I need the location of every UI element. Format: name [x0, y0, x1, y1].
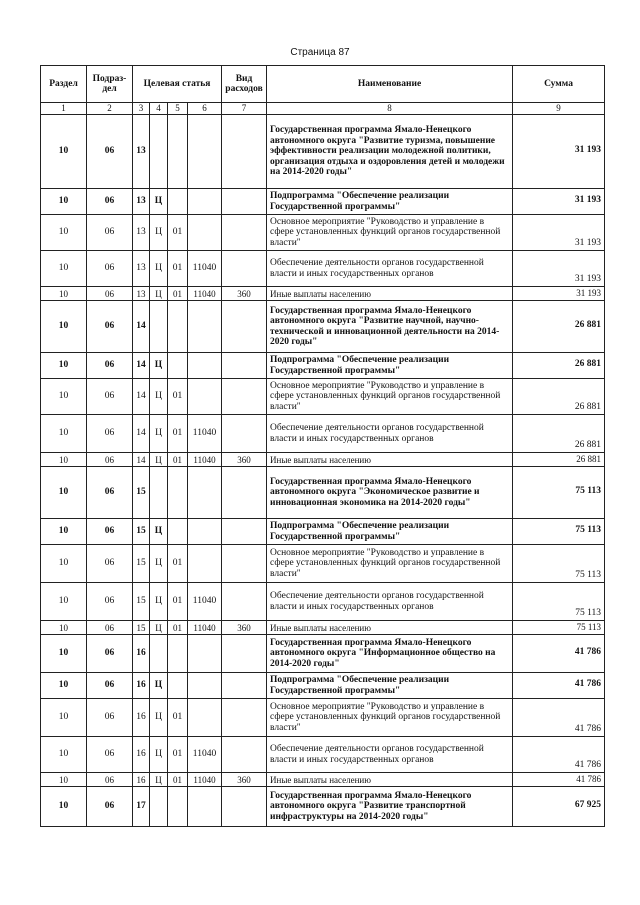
cell-podrazdel: 06 [87, 287, 133, 301]
cell-direction: 11040 [188, 621, 222, 635]
cell-program: 16 [133, 673, 150, 699]
cell-podrazdel: 06 [87, 787, 133, 827]
cell-razdel: 10 [41, 215, 87, 251]
cell-activity: 01 [168, 545, 188, 583]
table-row [41, 415, 605, 453]
cell-podrazdel: 06 [87, 215, 133, 251]
table-row [41, 467, 605, 519]
col-number: 3 [133, 103, 150, 115]
cell-subprogram [150, 115, 168, 189]
cell-razdel: 10 [41, 453, 87, 467]
cell-direction: 11040 [188, 251, 222, 287]
col-number: 9 [513, 103, 605, 115]
cell-activity: 01 [168, 583, 188, 621]
cell-summa: 26 881 [513, 379, 605, 415]
cell-vid-rashodov [222, 787, 267, 827]
cell-razdel: 10 [41, 251, 87, 287]
cell-subprogram: Ц [150, 673, 168, 699]
cell-summa: 31 193 [513, 189, 605, 215]
table-row [41, 215, 605, 251]
table-row [41, 519, 605, 545]
cell-program: 13 [133, 189, 150, 215]
table-row [41, 453, 605, 467]
cell-subprogram: Ц [150, 415, 168, 453]
cell-podrazdel: 06 [87, 699, 133, 737]
cell-subprogram: Ц [150, 699, 168, 737]
table-row [41, 583, 605, 621]
cell-program: 13 [133, 215, 150, 251]
cell-naimenovanie: Подпрограмма "Обеспечение реализации Государственной программы" [267, 353, 513, 379]
cell-podrazdel: 06 [87, 251, 133, 287]
cell-summa: 41 786 [513, 737, 605, 773]
cell-subprogram: Ц [150, 453, 168, 467]
cell-program: 14 [133, 453, 150, 467]
cell-program: 16 [133, 773, 150, 787]
cell-vid-rashodov [222, 353, 267, 379]
cell-vid-rashodov [222, 115, 267, 189]
cell-podrazdel: 06 [87, 773, 133, 787]
cell-direction [188, 215, 222, 251]
cell-activity [168, 353, 188, 379]
cell-subprogram: Ц [150, 353, 168, 379]
cell-summa: 26 881 [513, 453, 605, 467]
cell-activity: 01 [168, 215, 188, 251]
col-number: 4 [150, 103, 168, 115]
cell-naimenovanie: Подпрограмма "Обеспечение реализации Государственной программы" [267, 189, 513, 215]
cell-podrazdel: 06 [87, 115, 133, 189]
cell-program: 15 [133, 583, 150, 621]
cell-summa: 31 193 [513, 215, 605, 251]
cell-podrazdel: 06 [87, 189, 133, 215]
cell-naimenovanie: Государственная программа Ямало-Ненецкого автономного округа "Развитие транспортной инфраструктуры на 2014-2020 годы" [267, 787, 513, 827]
table-row [41, 621, 605, 635]
cell-subprogram: Ц [150, 519, 168, 545]
cell-summa: 26 881 [513, 415, 605, 453]
cell-program: 15 [133, 621, 150, 635]
cell-activity: 01 [168, 379, 188, 415]
col-number: 7 [222, 103, 267, 115]
cell-podrazdel: 06 [87, 621, 133, 635]
cell-summa: 26 881 [513, 353, 605, 379]
cell-podrazdel: 06 [87, 467, 133, 519]
cell-program: 14 [133, 353, 150, 379]
cell-subprogram: Ц [150, 215, 168, 251]
cell-naimenovanie: Обеспечение деятельности органов государственной власти и иных государственных органов [267, 415, 513, 453]
cell-subprogram [150, 467, 168, 519]
cell-podrazdel: 06 [87, 453, 133, 467]
col-number: 8 [267, 103, 513, 115]
cell-subprogram: Ц [150, 773, 168, 787]
cell-subprogram: Ц [150, 621, 168, 635]
cell-summa: 41 786 [513, 635, 605, 673]
cell-program: 15 [133, 467, 150, 519]
cell-program: 15 [133, 519, 150, 545]
cell-podrazdel: 06 [87, 519, 133, 545]
col-number: 2 [87, 103, 133, 115]
cell-program: 13 [133, 115, 150, 189]
cell-vid-rashodov [222, 379, 267, 415]
cell-naimenovanie: Иные выплаты населению [267, 773, 513, 787]
cell-program: 13 [133, 251, 150, 287]
cell-activity [168, 467, 188, 519]
cell-direction [188, 519, 222, 545]
cell-direction: 11040 [188, 415, 222, 453]
cell-vid-rashodov: 360 [222, 773, 267, 787]
cell-naimenovanie: Подпрограмма "Обеспечение реализации Государственной программы" [267, 519, 513, 545]
cell-direction [188, 115, 222, 189]
header-celevaya-statya: Целевая статья [133, 66, 222, 103]
cell-activity: 01 [168, 287, 188, 301]
cell-direction: 11040 [188, 583, 222, 621]
table-row [41, 673, 605, 699]
cell-naimenovanie: Основное мероприятие "Руководство и управление в сфере установленных функций органов государственной власти" [267, 699, 513, 737]
table-body [41, 115, 605, 827]
cell-direction: 11040 [188, 287, 222, 301]
cell-razdel: 10 [41, 467, 87, 519]
cell-summa: 75 113 [513, 545, 605, 583]
cell-activity: 01 [168, 415, 188, 453]
cell-vid-rashodov [222, 301, 267, 353]
table-row [41, 699, 605, 737]
cell-activity: 01 [168, 453, 188, 467]
cell-program: 16 [133, 737, 150, 773]
cell-direction [188, 673, 222, 699]
cell-vid-rashodov [222, 467, 267, 519]
cell-program: 16 [133, 699, 150, 737]
cell-direction [188, 301, 222, 353]
cell-naimenovanie: Обеспечение деятельности органов государственной власти и иных государственных органов [267, 737, 513, 773]
cell-summa: 31 193 [513, 251, 605, 287]
cell-program: 13 [133, 287, 150, 301]
cell-direction [188, 635, 222, 673]
cell-activity [168, 673, 188, 699]
table-row [41, 379, 605, 415]
cell-naimenovanie: Иные выплаты населению [267, 621, 513, 635]
cell-activity: 01 [168, 773, 188, 787]
cell-activity [168, 635, 188, 673]
header-vid-rashodov: Вид расходов [222, 66, 267, 103]
cell-naimenovanie: Государственная программа Ямало-Ненецкого автономного округа "Развитие научной, научно-технической и инновационной деятельности на 2014-2020 годы" [267, 301, 513, 353]
cell-summa: 26 881 [513, 301, 605, 353]
table-row [41, 189, 605, 215]
cell-subprogram: Ц [150, 287, 168, 301]
column-numbers-row [41, 103, 605, 115]
header-razdel: Раздел [41, 66, 87, 103]
cell-direction [188, 353, 222, 379]
cell-direction [188, 545, 222, 583]
cell-razdel: 10 [41, 699, 87, 737]
cell-podrazdel: 06 [87, 379, 133, 415]
table-row [41, 787, 605, 827]
cell-vid-rashodov [222, 699, 267, 737]
cell-vid-rashodov [222, 189, 267, 215]
cell-program: 14 [133, 379, 150, 415]
cell-summa: 75 113 [513, 467, 605, 519]
cell-activity [168, 115, 188, 189]
cell-naimenovanie: Основное мероприятие "Руководство и управление в сфере установленных функций органов государственной власти" [267, 215, 513, 251]
cell-podrazdel: 06 [87, 415, 133, 453]
cell-direction: 11040 [188, 737, 222, 773]
cell-naimenovanie: Иные выплаты населению [267, 287, 513, 301]
table-row [41, 301, 605, 353]
cell-vid-rashodov [222, 415, 267, 453]
cell-activity [168, 189, 188, 215]
cell-direction [188, 787, 222, 827]
cell-naimenovanie: Иные выплаты населению [267, 453, 513, 467]
cell-razdel: 10 [41, 115, 87, 189]
cell-subprogram: Ц [150, 583, 168, 621]
cell-direction [188, 467, 222, 519]
cell-direction: 11040 [188, 773, 222, 787]
cell-activity [168, 519, 188, 545]
table-row [41, 635, 605, 673]
col-number: 1 [41, 103, 87, 115]
cell-razdel: 10 [41, 787, 87, 827]
cell-direction [188, 699, 222, 737]
cell-razdel: 10 [41, 301, 87, 353]
cell-naimenovanie: Государственная программа Ямало-Ненецкого автономного округа "Экономическое развитие и инновационная экономика на 2014-2020 годы" [267, 467, 513, 519]
cell-activity [168, 787, 188, 827]
cell-vid-rashodov: 360 [222, 453, 267, 467]
cell-razdel: 10 [41, 545, 87, 583]
cell-razdel: 10 [41, 737, 87, 773]
cell-subprogram [150, 787, 168, 827]
page-number: Страница 87 [290, 47, 350, 58]
cell-summa: 75 113 [513, 519, 605, 545]
cell-razdel: 10 [41, 353, 87, 379]
cell-summa: 75 113 [513, 621, 605, 635]
cell-podrazdel: 06 [87, 635, 133, 673]
cell-activity: 01 [168, 251, 188, 287]
cell-summa: 41 786 [513, 773, 605, 787]
cell-naimenovanie: Государственная программа Ямало-Ненецкого автономного округа "Развитие туризма, повышение эффективности реализации молодежной политики, организация отдыха и оздоровления детей и молодежи на 2014-2020 годы" [267, 115, 513, 189]
cell-podrazdel: 06 [87, 673, 133, 699]
table-row [41, 545, 605, 583]
cell-podrazdel: 06 [87, 301, 133, 353]
cell-program: 14 [133, 415, 150, 453]
cell-razdel: 10 [41, 673, 87, 699]
cell-podrazdel: 06 [87, 353, 133, 379]
table-row [41, 251, 605, 287]
cell-activity: 01 [168, 621, 188, 635]
cell-direction [188, 189, 222, 215]
cell-subprogram: Ц [150, 379, 168, 415]
cell-razdel: 10 [41, 621, 87, 635]
cell-naimenovanie: Подпрограмма "Обеспечение реализации Государственной программы" [267, 673, 513, 699]
table-row [41, 737, 605, 773]
cell-vid-rashodov [222, 251, 267, 287]
cell-naimenovanie: Обеспечение деятельности органов государственной власти и иных государственных органов [267, 251, 513, 287]
cell-razdel: 10 [41, 379, 87, 415]
cell-vid-rashodov [222, 635, 267, 673]
cell-activity: 01 [168, 737, 188, 773]
cell-vid-rashodov [222, 737, 267, 773]
cell-program: 16 [133, 635, 150, 673]
header-naimenovanie: Наименование [267, 66, 513, 103]
header-row [41, 66, 605, 103]
cell-subprogram: Ц [150, 545, 168, 583]
cell-razdel: 10 [41, 773, 87, 787]
table-row [41, 287, 605, 301]
cell-subprogram: Ц [150, 251, 168, 287]
cell-program: 17 [133, 787, 150, 827]
cell-vid-rashodov [222, 545, 267, 583]
cell-summa: 41 786 [513, 673, 605, 699]
cell-razdel: 10 [41, 287, 87, 301]
cell-activity [168, 301, 188, 353]
cell-naimenovanie: Основное мероприятие "Руководство и управление в сфере установленных функций органов государственной власти" [267, 545, 513, 583]
cell-naimenovanie: Государственная программа Ямало-Ненецкого автономного округа "Информационное общество на 2014-2020 годы" [267, 635, 513, 673]
cell-naimenovanie: Обеспечение деятельности органов государственной власти и иных государственных органов [267, 583, 513, 621]
header-podrazdel: Подраз-дел [87, 66, 133, 103]
table-row [41, 773, 605, 787]
cell-podrazdel: 06 [87, 737, 133, 773]
cell-subprogram: Ц [150, 737, 168, 773]
cell-razdel: 10 [41, 635, 87, 673]
table-row [41, 353, 605, 379]
cell-vid-rashodov: 360 [222, 287, 267, 301]
cell-vid-rashodov: 360 [222, 621, 267, 635]
cell-summa: 31 193 [513, 287, 605, 301]
cell-subprogram [150, 635, 168, 673]
cell-vid-rashodov [222, 215, 267, 251]
header-summa: Сумма [513, 66, 605, 103]
cell-subprogram [150, 301, 168, 353]
cell-vid-rashodov [222, 673, 267, 699]
cell-vid-rashodov [222, 519, 267, 545]
col-number: 5 [168, 103, 188, 115]
cell-summa: 31 193 [513, 115, 605, 189]
cell-direction [188, 379, 222, 415]
budget-table [40, 65, 605, 827]
cell-activity: 01 [168, 699, 188, 737]
cell-summa: 41 786 [513, 699, 605, 737]
cell-razdel: 10 [41, 415, 87, 453]
cell-vid-rashodov [222, 583, 267, 621]
cell-direction: 11040 [188, 453, 222, 467]
table-row [41, 115, 605, 189]
cell-summa: 75 113 [513, 583, 605, 621]
cell-summa: 67 925 [513, 787, 605, 827]
cell-razdel: 10 [41, 519, 87, 545]
col-number: 6 [188, 103, 222, 115]
cell-razdel: 10 [41, 189, 87, 215]
cell-podrazdel: 06 [87, 583, 133, 621]
cell-program: 14 [133, 301, 150, 353]
cell-subprogram: Ц [150, 189, 168, 215]
cell-razdel: 10 [41, 583, 87, 621]
cell-naimenovanie: Основное мероприятие "Руководство и управление в сфере установленных функций органов государственной власти" [267, 379, 513, 415]
cell-podrazdel: 06 [87, 545, 133, 583]
cell-program: 15 [133, 545, 150, 583]
